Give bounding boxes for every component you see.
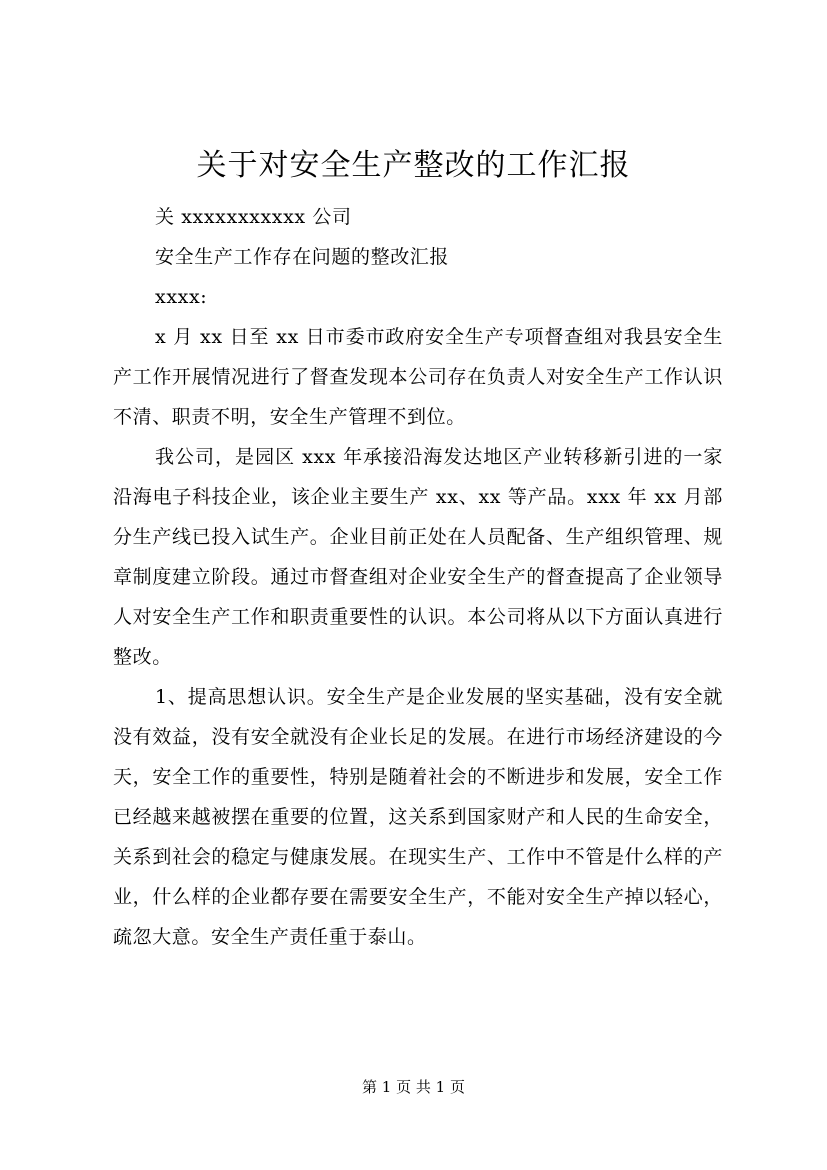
document-body bbox=[113, 197, 723, 957]
page-footer: 第 1 页 共 1 页 bbox=[362, 1078, 465, 1096]
paragraph-inspection: x 月 xx 日至 xx 日市委市政府安全生产专项督查组对我县安全生产工作开展情况进行了督查发现本公司存在负责人对安全生产工作认识不清、职责不明，安全生产管理不到位。 bbox=[113, 326, 723, 428]
paragraph-awareness: 1、提高思想认识。安全生产是企业发展的坚实基础，没有安全就没有效益，没有安全就没有企业长足的发展。在进行市场经济建设的今天，安全工作的重要性，特别是随着社会的不断进步和发展，安全工作已经越来越被摆在重要的位置，这关系到国家财产和人民的生命安全，关系到社会的稳定与健康发展。在现实生产、工作中不管是什么样的产业，什么样的企业都存要在需要安全生产，不能对安全生产掉以轻心，疏忽大意。安全生产责任重于泰山。 bbox=[113, 686, 723, 948]
salutation-line: xxxx: bbox=[155, 286, 208, 308]
paragraph-company-intro: 我公司，是园区 xxx 年承接沿海发达地区产业转移新引进的一家沿海电子科技企业，该企业主要生产 xx、xx 等产品。xxx 年 xx 月部分生产线已投入试生产。企业目前正处在人员配备、生产组织管理、规章制度建立阶段。通过市督查组对企业安全生产的督查提高了企业领导人对安全生产工作和职责重要性的认识。本公司将从以下方面认真进行整改。 bbox=[113, 446, 723, 668]
document-title: 关于对安全生产整改的工作汇报 bbox=[196, 148, 631, 183]
recipient-line: 关 xxxxxxxxxxx 公司 bbox=[155, 206, 352, 228]
subject-line: 安全生产工作存在问题的整改汇报 bbox=[155, 246, 450, 268]
